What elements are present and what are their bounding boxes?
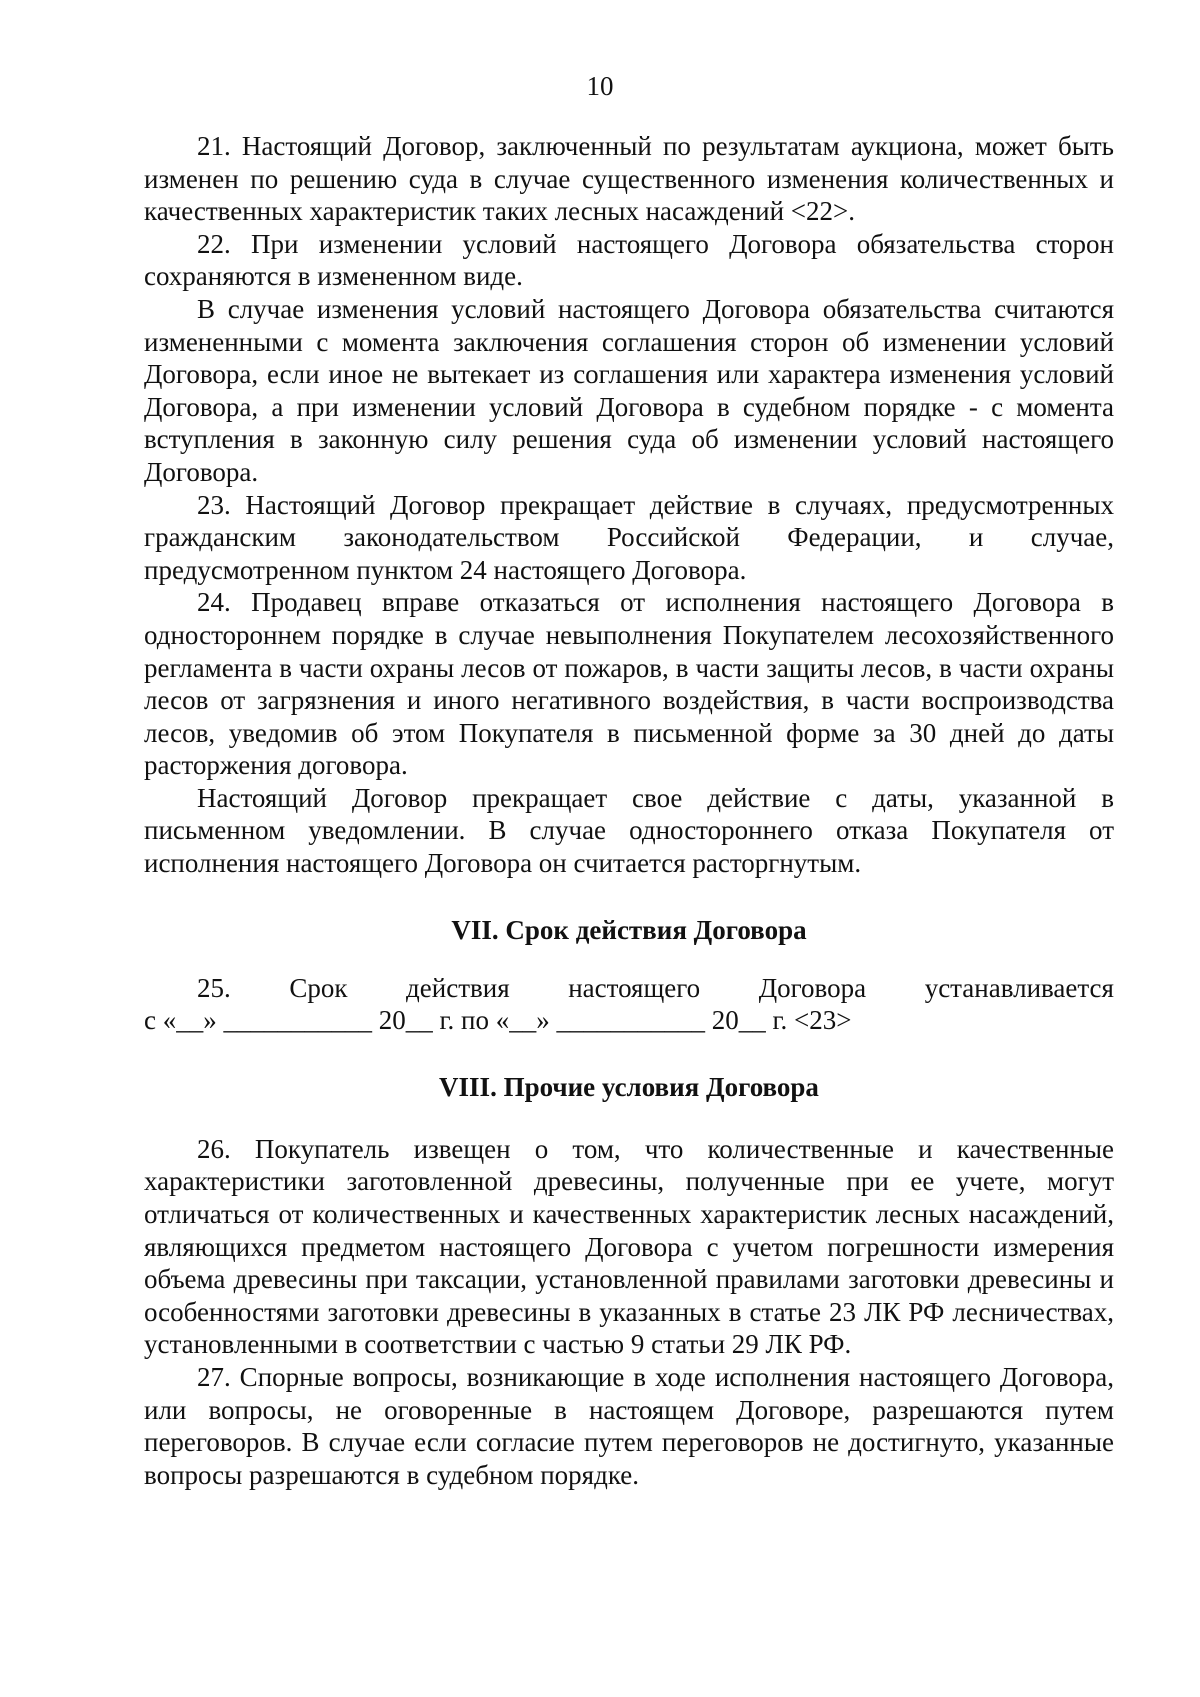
clause-25-word: Договора	[758, 972, 867, 1003]
clause-25-word: действия	[406, 972, 510, 1003]
clause-25-word: настоящего	[568, 972, 701, 1003]
clause-26: 26. Покупатель извещен о том, что количественные и качественные характеристики заготовленной древесины, полученные при ее учете, могут отличаться от количественных и качественных характеристик лесных насаждений, являющихся предметом настоящего Договора с учетом погрешности измерения объема древесины при таксации, установленной правилами заготовки древесины и особенностями заготовки древесины в указанных в статье 23 ЛК РФ лесничествах, установленными в соответствии с частью 9 статьи 29 ЛК РФ.	[144, 1133, 1114, 1360]
clause-22-continuation: В случае изменения условий настоящего Договора обязательства считаются измененными с момента заключения соглашения сторон об изменении условий Договора, если иное не вытекает из соглашения или характера изменения условий Договора, а при изменении условий Договора в судебном порядке - с момента вступления в законную силу решения суда об изменении условий настоящего Договора.	[144, 293, 1114, 487]
clause-25-word: устанавливается	[924, 972, 1114, 1003]
clause-27: 27. Спорные вопросы, возникающие в ходе исполнения настоящего Договора, или вопросы, не оговоренные в настоящем Договоре, разрешаются путем переговоров. В случае если согласие путем переговоров не достигнуто, указанные вопросы разрешаются в судебном порядке.	[144, 1362, 1114, 1490]
section-7-title: VII. Срок действия Договора	[451, 914, 807, 945]
clause-24-continuation: Настоящий Договор прекращает свое действие с даты, указанной в письменном уведомлении. В случае одностороннего отказа Покупателя от исполнения настоящего Договора он считается расторгнутым.	[144, 782, 1114, 879]
clause-24: 24. Продавец вправе отказаться от исполнения настоящего Договора в одностороннем порядке в случае невыполнения Покупателем лесохозяйственного регламента в части охраны лесов от пожаров, в части защиты лесов, в части охраны лесов от загрязнения и иного негативного воздействия, в части воспроизводства лесов, уведомив об этом Покупателя в письменной форме за 30 дней до даты расторжения договора.	[144, 587, 1114, 781]
page-number: 10	[586, 71, 614, 101]
clause-25-number: 25.	[197, 972, 231, 1003]
section-8-title: VIII. Прочие условия Договора	[439, 1071, 819, 1102]
clause-23: 23. Настоящий Договор прекращает действие в случаях, предусмотренных гражданским законодательством Российской Федерации, и случае, предусмотренном пунктом 24 настоящего Договора.	[144, 489, 1114, 585]
clause-25-dates: с «__» ___________ 20__ г. по «__» ___________ 20__ г. <23>	[144, 1005, 852, 1036]
document-body	[144, 130, 1114, 1491]
clause-21: 21. Настоящий Договор, заключенный по результатам аукциона, может быть изменен по решению суда в случае существенного изменения количественных и качественных характеристик таких лесных насаждений <22>.	[144, 131, 1114, 227]
clause-25-line1	[144, 972, 1114, 1005]
clause-22: 22. При изменении условий настоящего Договора обязательства сторон сохраняются в измененном виде.	[144, 228, 1114, 292]
clause-25-word: Срок	[289, 972, 348, 1003]
